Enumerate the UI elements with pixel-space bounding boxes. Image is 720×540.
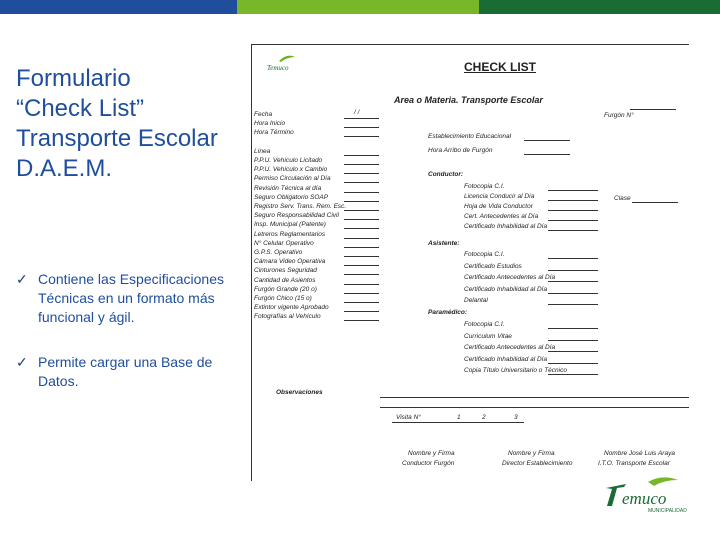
form-blank-line xyxy=(548,293,598,294)
form-field-label: Fotografías al Vehículo xyxy=(254,313,321,321)
form-blank-line xyxy=(344,173,379,174)
form-blank-line xyxy=(344,201,379,202)
svg-text:Temuco: Temuco xyxy=(267,64,289,72)
form-subtitle: Area o Materia. Transporte Escolar xyxy=(394,95,543,105)
top-bar-dark-green xyxy=(479,0,720,14)
form-blank-line xyxy=(344,302,379,303)
form-field-label: Revisión Técnica al día xyxy=(254,184,322,192)
form-field-label: Cinturones Seguridad xyxy=(254,267,317,275)
fecha-value: / / xyxy=(354,109,360,116)
form-blank-line xyxy=(548,340,598,341)
signature-caption: Nombre José Luis Araya xyxy=(604,450,675,457)
asistente-field-label: Fotocopia C.I. xyxy=(464,251,505,258)
title-line: Transporte Escolar xyxy=(16,125,218,152)
signature-caption: Nombre y Firma xyxy=(408,450,455,457)
form-blank-line xyxy=(380,397,689,398)
signature-role: I.T.O. Transporte Escolar xyxy=(598,460,670,467)
form-blank-line xyxy=(548,363,598,364)
temuco-municipal-logo xyxy=(604,476,688,514)
form-blank-line xyxy=(344,164,379,165)
visit-number: 1 xyxy=(457,414,461,421)
form-blank-line xyxy=(344,256,379,257)
top-color-bar xyxy=(0,0,720,14)
bullet-text: Contiene las Especificaciones Técnicas en un formato más funcional y ágil. xyxy=(38,271,224,325)
form-blank-line xyxy=(344,265,379,266)
bullet-text: Permite cargar una Base de Datos. xyxy=(38,354,213,389)
top-bar-green xyxy=(237,0,479,14)
asistente-field-label: Delantal xyxy=(464,297,488,304)
form-blank-line xyxy=(548,210,598,211)
paramedico-field-label: Copia Título Universitario o Técnico xyxy=(464,367,567,374)
paramedico-field-label: Certificado Inhabilidad al Día xyxy=(464,355,548,363)
form-field-label: Seguro Obligatorio SOAP xyxy=(254,193,329,201)
title-line: “Check List” xyxy=(16,95,145,122)
signature-role: Director Establecimiento xyxy=(502,460,573,467)
form-blank-line xyxy=(344,192,379,193)
asistente-field-label: Certificado Antecedentes al Día xyxy=(464,274,556,281)
form-field-label: Letreros Reglamentarios xyxy=(254,230,326,238)
form-field-label: P.P.U. Vehículo x Cambio xyxy=(254,166,328,174)
form-blank-line xyxy=(344,238,379,239)
temuco-logo-small xyxy=(265,53,299,73)
form-field-label: G.P.S. Operativo xyxy=(254,249,303,256)
form-blank-line xyxy=(344,155,379,156)
form-blank-line xyxy=(344,311,379,312)
form-blank-line xyxy=(344,210,379,211)
form-blank-line xyxy=(344,274,379,275)
furgon-number-label: Furgón N° xyxy=(604,112,634,119)
form-field-label: Furgón Chico (15 o) xyxy=(254,295,312,302)
paramedico-field-label: Curriculum Vitae xyxy=(464,332,512,340)
form-field-label: Cámara Video Operativa xyxy=(254,258,326,266)
signature-role: Conductor Furgón xyxy=(402,460,455,467)
svg-text:MUNICIPALIDAD: MUNICIPALIDAD xyxy=(648,508,687,514)
form-blank-line xyxy=(380,407,689,408)
conductor-field-label: Fotocopia C.I. xyxy=(464,183,505,190)
form-blank-line xyxy=(630,109,676,110)
form-field-label: Permiso Circulación al Día xyxy=(254,175,331,183)
top-bar-blue xyxy=(0,0,237,14)
conductor-field-label: Cert. Antecedentes al Día xyxy=(464,213,539,220)
bullet-item xyxy=(16,353,246,391)
conductor-field-label: Licencia Conducir al Día xyxy=(464,193,535,200)
form-blank-line xyxy=(548,258,598,259)
form-blank-line xyxy=(524,140,570,141)
paramedico-field-label: Certificado Antecedentes al Día xyxy=(464,344,556,351)
slide-title xyxy=(16,64,246,184)
visit-number: 2 xyxy=(482,414,486,421)
form-field-label: P.P.U. Vehículo Licitado xyxy=(254,157,323,164)
checkmark-icon: ✓ xyxy=(16,271,28,287)
form-field-label: Cantidad de Asientos xyxy=(254,276,316,284)
conductor-field-label: Hoja de Vida Conductor xyxy=(464,203,533,210)
svg-text:emuco: emuco xyxy=(622,489,667,508)
form-field-label: Hora Inicio xyxy=(254,120,286,128)
paramedico-field-label: Fotocopia C.I. xyxy=(464,321,505,328)
form-field-label: Seguro Responsabilidad Civil xyxy=(254,212,339,220)
establecimiento-label: Establecimiento Educacional xyxy=(428,133,512,140)
bullet-item xyxy=(16,270,246,327)
conductor-heading: Conductor: xyxy=(428,171,464,178)
form-blank-line xyxy=(548,200,598,201)
form-blank-line xyxy=(632,202,678,203)
form-blank-line xyxy=(344,293,379,294)
form-blank-line xyxy=(548,270,598,271)
form-blank-line xyxy=(548,304,598,305)
checklist-form-image xyxy=(251,44,689,481)
form-field-label: Insp. Municipal (Patente) xyxy=(254,221,326,229)
form-blank-line xyxy=(548,220,598,221)
form-field-label: Furgón Grande (20 o) xyxy=(254,285,317,293)
bullet-list xyxy=(16,270,246,417)
clase-label: Clase xyxy=(614,195,631,202)
form-field-label: Registro Serv. Trans. Rem. Esc. xyxy=(254,203,347,210)
conductor-field-label: Certificado Inhabilidad al Día xyxy=(464,223,548,230)
form-field-label: Línea xyxy=(254,147,271,155)
form-blank-line xyxy=(344,219,379,220)
title-line: D.A.E.M. xyxy=(16,155,113,182)
signature-caption: Nombre y Firma xyxy=(508,450,555,457)
visit-number: 3 xyxy=(514,414,518,421)
form-blank-line xyxy=(344,284,379,285)
form-blank-line xyxy=(548,230,598,231)
form-blank-line xyxy=(344,182,379,183)
observaciones-label: Observaciones xyxy=(276,389,323,396)
form-blank-line xyxy=(548,374,598,375)
checkmark-icon: ✓ xyxy=(16,354,28,370)
form-field-label: N° Celular Operativo xyxy=(254,239,314,247)
form-field-label: Hora Término xyxy=(254,129,294,137)
form-blank-line xyxy=(524,154,570,155)
form-blank-line xyxy=(344,320,379,321)
paramedico-heading: Paramédico: xyxy=(428,309,468,316)
form-title: CHECK LIST xyxy=(464,60,536,74)
form-blank-line xyxy=(344,118,379,119)
hora-arribo-label: Hora Arribo de Furgón xyxy=(428,147,493,154)
asistente-field-label: Certificado Inhabilidad al Día xyxy=(464,285,548,293)
form-blank-line xyxy=(344,127,379,128)
form-field-label: Extintor vigente Aprobado xyxy=(254,304,329,312)
title-line: Formulario xyxy=(16,65,131,92)
form-blank-line xyxy=(548,351,598,352)
form-blank-line xyxy=(548,190,598,191)
visit-number-label: Visita N° xyxy=(396,414,421,421)
form-blank-line xyxy=(392,422,524,423)
form-blank-line xyxy=(344,136,379,137)
asistente-heading: Asistente: xyxy=(428,240,460,247)
form-blank-line xyxy=(344,247,379,248)
asistente-field-label: Certificado Estudios xyxy=(464,262,522,270)
form-field-label: Fecha xyxy=(254,111,273,118)
form-blank-line xyxy=(548,281,598,282)
form-blank-line xyxy=(548,328,598,329)
form-blank-line xyxy=(344,228,379,229)
